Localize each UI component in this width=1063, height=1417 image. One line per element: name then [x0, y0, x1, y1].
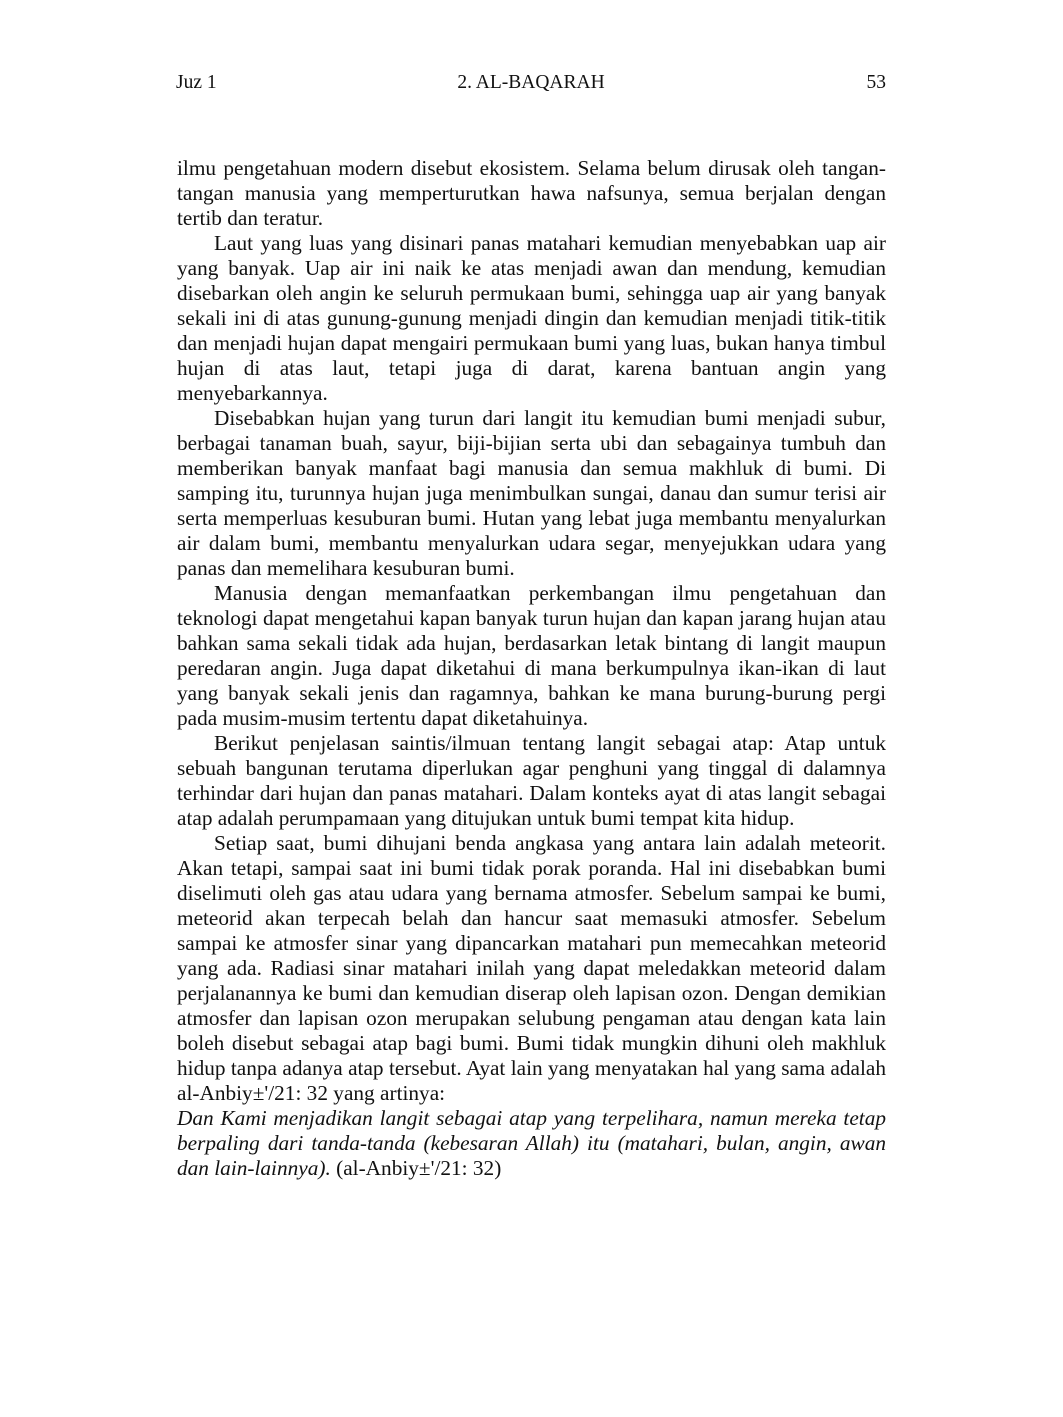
paragraph-continuation: ilmu pengetahuan modern disebut ekosistem. Selama belum dirusak oleh tangan-tangan manusia yang memperturutkan hawa nafsunya, semua berjalan dengan tertib dan teratur. [177, 156, 886, 230]
page-number: 53 [866, 72, 886, 93]
verse-translation [177, 1106, 886, 1181]
paragraph: Disebabkan hujan yang turun dari langit itu kemudian bumi menjadi subur, berbagai tanaman buah, sayur, biji-bijian serta ubi dan sebagainya tumbuh dan memberikan banyak manfaat bagi manusia dan semua makhluk di bumi. Di samping itu, turunnya hujan juga menimbulkan sungai, danau dan sumur terisi air serta memperluas kesuburan bumi. Hutan yang lebat juga membantu menyalurkan air dalam bumi, membantu menyalurkan udara segar, menyejukkan udara yang panas dan memelihara kesuburan bumi. [177, 406, 886, 580]
surah-title: 2. AL-BAQARAH [457, 72, 605, 93]
running-header [176, 72, 886, 100]
body-text [177, 156, 886, 1181]
paragraph: Laut yang luas yang disinari panas matahari kemudian menyebabkan uap air yang banyak. Uap air ini naik ke atas menjadi awan dan mendung, kemudian disebarkan oleh angin ke seluruh permukaan bumi, sehingga uap air yang banyak sekali ini di atas gunung-gunung menjadi dingin dan kemudian menjadi titik-titik dan menjadi hujan dapat mengairi permukaan bumi yang luas, bukan hanya timbul hujan di atas laut, tetapi juga di darat, karena bantuan angin yang menyebarkannya. [177, 231, 886, 405]
paragraph: Manusia dengan memanfaatkan perkembangan ilmu pengetahuan dan teknologi dapat mengetahui kapan banyak turun hujan dan kapan jarang hujan atau bahkan sama sekali tidak ada hujan, berdasarkan letak bintang di langit maupun peredaran angin. Juga dapat diketahui di mana berkumpulnya ikan-ikan di laut yang banyak sekali jenis dan ragamnya, bahkan ke mana burung-burung pergi pada musim-musim tertentu dapat diketahuinya. [177, 581, 886, 730]
verse-text: Dan Kami menjadikan langit sebagai atap yang terpelihara, namun mereka tetap berpaling dari tanda-tanda (kebesaran Allah) itu (matahari, bulan, angin, awan dan lain-lainnya). [177, 1106, 886, 1180]
juz-label: Juz 1 [176, 72, 217, 93]
paragraph: Berikut penjelasan saintis/ilmuan tentang langit sebagai atap: Atap untuk sebuah bangunan terutama diperlukan agar penghuni yang tinggal di dalamnya terhindar dari hujan dan panas matahari. Dalam konteks ayat di atas langit sebagai atap adalah perumpamaan yang ditujukan untuk bumi tempat kita hidup. [177, 731, 886, 830]
verse-reference: (al-Anbiy±'/21: 32) [336, 1156, 502, 1180]
paragraph: Setiap saat, bumi dihujani benda angkasa yang antara lain adalah meteorit. Akan tetapi, sampai saat ini bumi tidak porak poranda. Hal ini disebabkan bumi diselimuti oleh gas atau udara yang bernama atmosfer. Sebelum sampai ke bumi, meteorid akan terpecah belah dan hancur saat memasuki atmosfer. Sebelum sampai ke atmosfer sinar yang dipancarkan matahari pun memecahkan meteorid yang ada. Radiasi sinar matahari inilah yang dapat meledakkan meteorid dalam perjalanannya ke bumi dan kemudian diserap oleh lapisan ozon. Dengan demikian atmosfer dan lapisan ozon merupakan selubung pengaman atau dengan kata lain boleh disebut sebagai atap bagi bumi. Bumi tidak mungkin dihuni oleh makhluk hidup tanpa adanya atap tersebut. Ayat lain yang menyatakan hal yang sama adalah al-Anbiy±'/21: 32 yang artinya: [177, 831, 886, 1105]
